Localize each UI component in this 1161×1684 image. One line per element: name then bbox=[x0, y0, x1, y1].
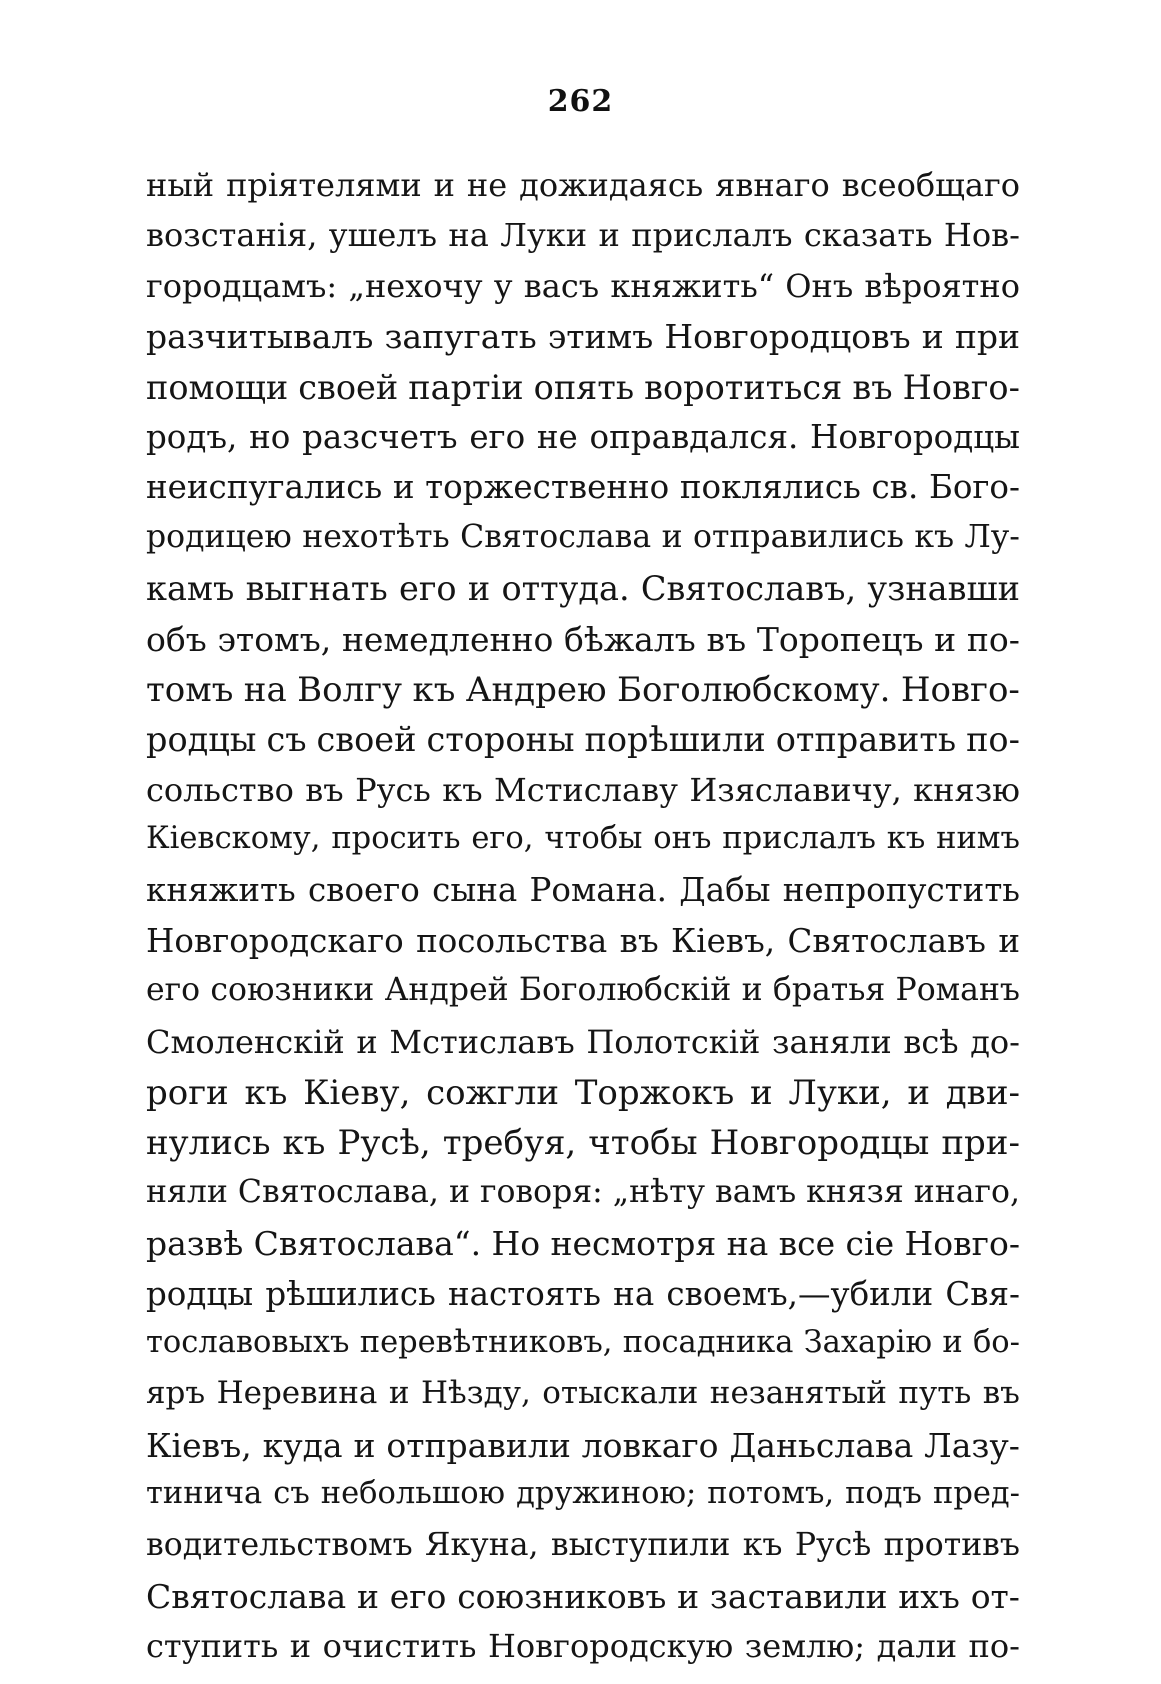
word: Смоленскій bbox=[146, 1022, 345, 1061]
word: къ bbox=[244, 1073, 288, 1114]
text-line bbox=[146, 1174, 1020, 1224]
word: въ bbox=[852, 367, 893, 407]
word: стороны bbox=[426, 720, 575, 760]
word: поклялись bbox=[679, 468, 861, 507]
word: Боголюбскій bbox=[518, 972, 732, 1009]
word: Святослава“. bbox=[253, 1224, 482, 1264]
word: въ bbox=[706, 619, 747, 659]
word: Нѣзду, bbox=[420, 1375, 531, 1412]
word: Неревина bbox=[216, 1375, 378, 1412]
word: явнаго bbox=[715, 166, 830, 204]
word: союзниковъ bbox=[457, 1576, 667, 1616]
text-line bbox=[146, 1476, 1020, 1526]
word: немедленно bbox=[341, 619, 554, 659]
word: выступили bbox=[550, 1526, 731, 1563]
word: и bbox=[356, 1576, 379, 1616]
word: своемъ,—убили bbox=[666, 1274, 934, 1313]
word: очистить bbox=[322, 1627, 477, 1666]
word: тославовыхъ bbox=[146, 1324, 350, 1360]
word: оттуда. bbox=[501, 569, 630, 609]
word: и bbox=[598, 216, 620, 255]
word: Луки bbox=[500, 216, 588, 255]
word: къ bbox=[412, 669, 456, 710]
word: пред- bbox=[932, 1476, 1020, 1512]
word: и bbox=[392, 468, 415, 507]
word: потомъ, bbox=[707, 1476, 835, 1512]
word: не bbox=[536, 417, 578, 456]
text-line bbox=[146, 368, 1020, 418]
text-line bbox=[146, 670, 1020, 720]
word: заставили bbox=[709, 1576, 888, 1616]
word: порѣшили bbox=[584, 720, 766, 760]
word: и bbox=[750, 1073, 773, 1114]
word: Романа. bbox=[529, 871, 667, 910]
word: Новгородскую bbox=[487, 1627, 734, 1666]
word: „нехочу bbox=[348, 266, 483, 305]
word: Святослава, bbox=[237, 1173, 439, 1210]
text-line bbox=[146, 468, 1020, 518]
word: этомъ, bbox=[217, 619, 332, 659]
word: посольства bbox=[416, 921, 608, 960]
word: Кіевъ, bbox=[671, 921, 776, 960]
word: при bbox=[954, 317, 1020, 357]
word: Святослава bbox=[146, 1576, 347, 1616]
word: выгнать bbox=[245, 569, 388, 609]
word: родцы bbox=[146, 1274, 254, 1313]
word: Полотскій bbox=[586, 1022, 761, 1061]
word: по- bbox=[966, 619, 1020, 659]
word: Святославъ, bbox=[640, 569, 857, 609]
word: Новгородскаго bbox=[146, 921, 404, 960]
word: инаго, bbox=[913, 1173, 1020, 1210]
body-text bbox=[146, 166, 1020, 1678]
text-line bbox=[146, 267, 1020, 317]
word: онъ bbox=[653, 821, 712, 857]
word: своей bbox=[316, 720, 417, 760]
word: Дабы bbox=[679, 871, 771, 910]
word: князя bbox=[806, 1173, 904, 1210]
word: водительствомъ bbox=[146, 1526, 413, 1563]
word: партіи bbox=[408, 367, 524, 407]
word: Луки, bbox=[788, 1073, 892, 1114]
word: но bbox=[249, 417, 291, 456]
word: торжественно bbox=[425, 468, 670, 507]
word: разсчетъ bbox=[302, 417, 458, 456]
word: сіе bbox=[845, 1224, 895, 1264]
word: нехотѣть bbox=[302, 518, 450, 555]
text-line bbox=[146, 720, 1020, 770]
word: родъ, bbox=[146, 417, 238, 456]
text-line bbox=[146, 1375, 1020, 1425]
word: при- bbox=[941, 1123, 1020, 1164]
word: говоря: bbox=[479, 1173, 603, 1210]
word: Боголюбскому. bbox=[617, 669, 891, 710]
word: Нов- bbox=[943, 216, 1020, 255]
word: противъ bbox=[883, 1526, 1020, 1563]
word: княжить bbox=[146, 871, 296, 910]
word: путь bbox=[898, 1375, 972, 1412]
word: землю; bbox=[744, 1627, 866, 1666]
word: Святослава bbox=[460, 518, 652, 555]
word: Русѣ, bbox=[337, 1123, 431, 1164]
word: Новго- bbox=[904, 1224, 1020, 1264]
word: дви- bbox=[945, 1073, 1020, 1114]
word: и bbox=[433, 166, 455, 204]
word: Новго- bbox=[902, 367, 1020, 407]
text-line bbox=[146, 519, 1020, 569]
word: Торопецъ bbox=[756, 619, 924, 659]
word: Волгу bbox=[297, 669, 403, 710]
word: Русь bbox=[355, 770, 431, 809]
page-number: 262 bbox=[547, 84, 614, 119]
word: Мстиславъ bbox=[389, 1022, 575, 1061]
word: ихъ bbox=[898, 1576, 960, 1616]
text-line bbox=[146, 1577, 1020, 1627]
word: Новгородцовъ bbox=[664, 317, 911, 357]
word: вѣроятно bbox=[864, 266, 1020, 305]
word: и bbox=[353, 1425, 376, 1465]
word: требуя, bbox=[442, 1123, 577, 1164]
word: настоять bbox=[448, 1274, 601, 1313]
word: Романъ bbox=[895, 972, 1020, 1009]
text-line bbox=[146, 1426, 1020, 1476]
word: отправить bbox=[775, 720, 957, 760]
word: и bbox=[907, 1073, 930, 1114]
word: до- bbox=[970, 1022, 1020, 1061]
word: отправили bbox=[386, 1425, 571, 1465]
text-line bbox=[146, 972, 1020, 1022]
word: Андрею bbox=[465, 669, 607, 710]
word: опять bbox=[533, 367, 635, 407]
word: городцамъ: bbox=[146, 266, 338, 305]
word: подъ bbox=[845, 1476, 922, 1512]
word: Новгородцы bbox=[709, 1123, 930, 1164]
word: дружиною; bbox=[516, 1476, 697, 1512]
word: всѣ bbox=[903, 1022, 959, 1061]
word: и bbox=[467, 569, 491, 609]
text-line bbox=[146, 418, 1020, 468]
word: томъ bbox=[146, 669, 234, 710]
word: къ bbox=[442, 770, 483, 809]
text-line bbox=[146, 216, 1020, 266]
word: посадника bbox=[622, 1324, 794, 1360]
word: ушелъ bbox=[328, 216, 437, 255]
word: Лу- bbox=[964, 518, 1020, 555]
text-line bbox=[146, 871, 1020, 921]
word: къ bbox=[914, 518, 955, 555]
text-line bbox=[146, 1224, 1020, 1274]
word: оправдался. bbox=[589, 417, 799, 456]
word: бѣжалъ bbox=[564, 619, 696, 659]
text-line bbox=[146, 569, 1020, 619]
word: его bbox=[399, 569, 457, 609]
word: князю bbox=[913, 770, 1020, 809]
text-line bbox=[146, 1527, 1020, 1577]
word: непропустить bbox=[782, 871, 1020, 910]
word: и bbox=[741, 972, 763, 1009]
word: перевѣтниковъ, bbox=[359, 1324, 613, 1360]
word: Торжокъ bbox=[574, 1073, 735, 1114]
text-line bbox=[146, 1123, 1020, 1173]
word: камъ bbox=[146, 569, 235, 609]
word: Кіевъ, bbox=[146, 1425, 252, 1465]
word: Кіевскому, bbox=[146, 821, 321, 857]
text-line bbox=[146, 821, 1020, 871]
word: Якуна, bbox=[425, 1526, 539, 1563]
word: объ bbox=[146, 619, 207, 659]
word: Новго- bbox=[900, 669, 1020, 710]
word: и bbox=[934, 619, 957, 659]
word: ловкаго bbox=[581, 1425, 719, 1465]
word: дожидаясь bbox=[519, 166, 704, 204]
word: неиспугались bbox=[146, 468, 383, 507]
word: разчитывалъ bbox=[146, 317, 374, 357]
word: по- bbox=[966, 720, 1020, 760]
word: на bbox=[448, 216, 489, 255]
word: и bbox=[388, 1375, 410, 1412]
word: все bbox=[778, 1224, 836, 1264]
word: Новгородцы bbox=[810, 417, 1020, 456]
word: и bbox=[921, 317, 944, 357]
word: Но bbox=[491, 1224, 541, 1264]
word: развѣ bbox=[146, 1224, 244, 1264]
word: на bbox=[243, 669, 287, 710]
word: тинича bbox=[146, 1476, 263, 1512]
word: Даньслава bbox=[729, 1425, 914, 1465]
text-line bbox=[146, 317, 1020, 367]
word: васъ bbox=[523, 266, 600, 305]
word: по- bbox=[968, 1627, 1020, 1666]
word: Захарію bbox=[803, 1324, 933, 1360]
word: на bbox=[613, 1274, 655, 1313]
word: пріятелями bbox=[226, 166, 422, 204]
word: и bbox=[998, 921, 1020, 960]
word: родцы bbox=[146, 720, 257, 760]
word: куда bbox=[262, 1425, 343, 1465]
word: сожгли bbox=[426, 1073, 559, 1114]
word: сказать bbox=[803, 216, 933, 255]
word: и bbox=[661, 518, 683, 555]
word: и bbox=[289, 1627, 312, 1666]
word: роги bbox=[146, 1073, 229, 1114]
word: и bbox=[677, 1576, 700, 1616]
text-line bbox=[146, 1023, 1020, 1073]
text-line bbox=[146, 771, 1020, 821]
word: яръ bbox=[146, 1375, 206, 1412]
text-line bbox=[146, 1627, 1020, 1677]
word: чтобы bbox=[544, 821, 643, 857]
word: Лазу- bbox=[924, 1425, 1020, 1465]
word: и bbox=[448, 1173, 470, 1210]
word: своего bbox=[307, 871, 420, 910]
text-line bbox=[146, 620, 1020, 670]
word: нулись bbox=[146, 1123, 271, 1164]
text-line bbox=[146, 922, 1020, 972]
word: бо- bbox=[972, 1324, 1020, 1360]
word: его bbox=[469, 417, 526, 456]
word: въ bbox=[619, 921, 659, 960]
word: дали bbox=[876, 1627, 958, 1666]
text-line bbox=[146, 1275, 1020, 1325]
word: от- bbox=[970, 1576, 1020, 1616]
word: не bbox=[466, 166, 508, 204]
text-line bbox=[146, 166, 1020, 216]
word: рѣшились bbox=[265, 1274, 436, 1313]
word: чтобы bbox=[588, 1123, 698, 1164]
word: Онъ bbox=[785, 266, 854, 305]
word: на bbox=[726, 1224, 769, 1264]
word: узнавши bbox=[867, 569, 1020, 609]
word: и bbox=[942, 1324, 963, 1360]
word: въ bbox=[982, 1375, 1020, 1412]
word: къ bbox=[886, 821, 926, 857]
word: незанятый bbox=[709, 1375, 887, 1412]
word: съ bbox=[266, 720, 307, 760]
word: прислалъ bbox=[722, 821, 876, 857]
word: его bbox=[146, 972, 201, 1009]
word: Андрей bbox=[384, 972, 509, 1009]
word: къ bbox=[282, 1123, 326, 1164]
word: отыскали bbox=[542, 1375, 699, 1412]
word: Бого- bbox=[928, 468, 1020, 507]
text-line bbox=[146, 1073, 1020, 1123]
word: нимъ bbox=[936, 821, 1020, 857]
word: Русѣ bbox=[794, 1526, 872, 1563]
text-line bbox=[146, 1325, 1020, 1375]
word: Изяславичу, bbox=[689, 770, 902, 809]
word: княжить“ bbox=[610, 266, 775, 305]
word: его, bbox=[471, 821, 534, 857]
word: отправились bbox=[693, 518, 904, 555]
word: няли bbox=[146, 1173, 228, 1210]
word: прислалъ bbox=[631, 216, 793, 255]
word: всеобщаго bbox=[841, 166, 1020, 204]
word: родицею bbox=[146, 518, 292, 555]
word: запугать bbox=[384, 317, 537, 357]
word: своей bbox=[298, 367, 399, 407]
word: возстанія, bbox=[146, 216, 318, 255]
word: просить bbox=[331, 821, 461, 857]
word: у bbox=[493, 266, 513, 305]
word: къ bbox=[742, 1526, 783, 1563]
word: союзники bbox=[210, 972, 375, 1009]
word: заняли bbox=[771, 1022, 892, 1061]
word: его bbox=[389, 1576, 447, 1616]
word: Кіеву, bbox=[303, 1073, 411, 1114]
word: Мстиславу bbox=[494, 770, 678, 809]
word: Свя- bbox=[945, 1274, 1020, 1313]
word: этимъ bbox=[547, 317, 654, 357]
word: Святославъ bbox=[787, 921, 986, 960]
word: въ bbox=[305, 770, 344, 809]
word: воротиться bbox=[644, 367, 843, 407]
word: ступить bbox=[146, 1627, 279, 1666]
word: сына bbox=[432, 871, 518, 910]
word: съ bbox=[273, 1476, 310, 1512]
word: сольство bbox=[146, 770, 294, 809]
word: помощи bbox=[146, 367, 289, 407]
word: „нѣту bbox=[612, 1173, 706, 1210]
word: небольшою bbox=[320, 1476, 506, 1512]
word: братья bbox=[772, 972, 886, 1009]
word: вамъ bbox=[715, 1173, 797, 1210]
word: св. bbox=[871, 468, 919, 507]
word: ный bbox=[146, 166, 215, 204]
word: несмотря bbox=[550, 1224, 717, 1264]
word: и bbox=[356, 1022, 378, 1061]
